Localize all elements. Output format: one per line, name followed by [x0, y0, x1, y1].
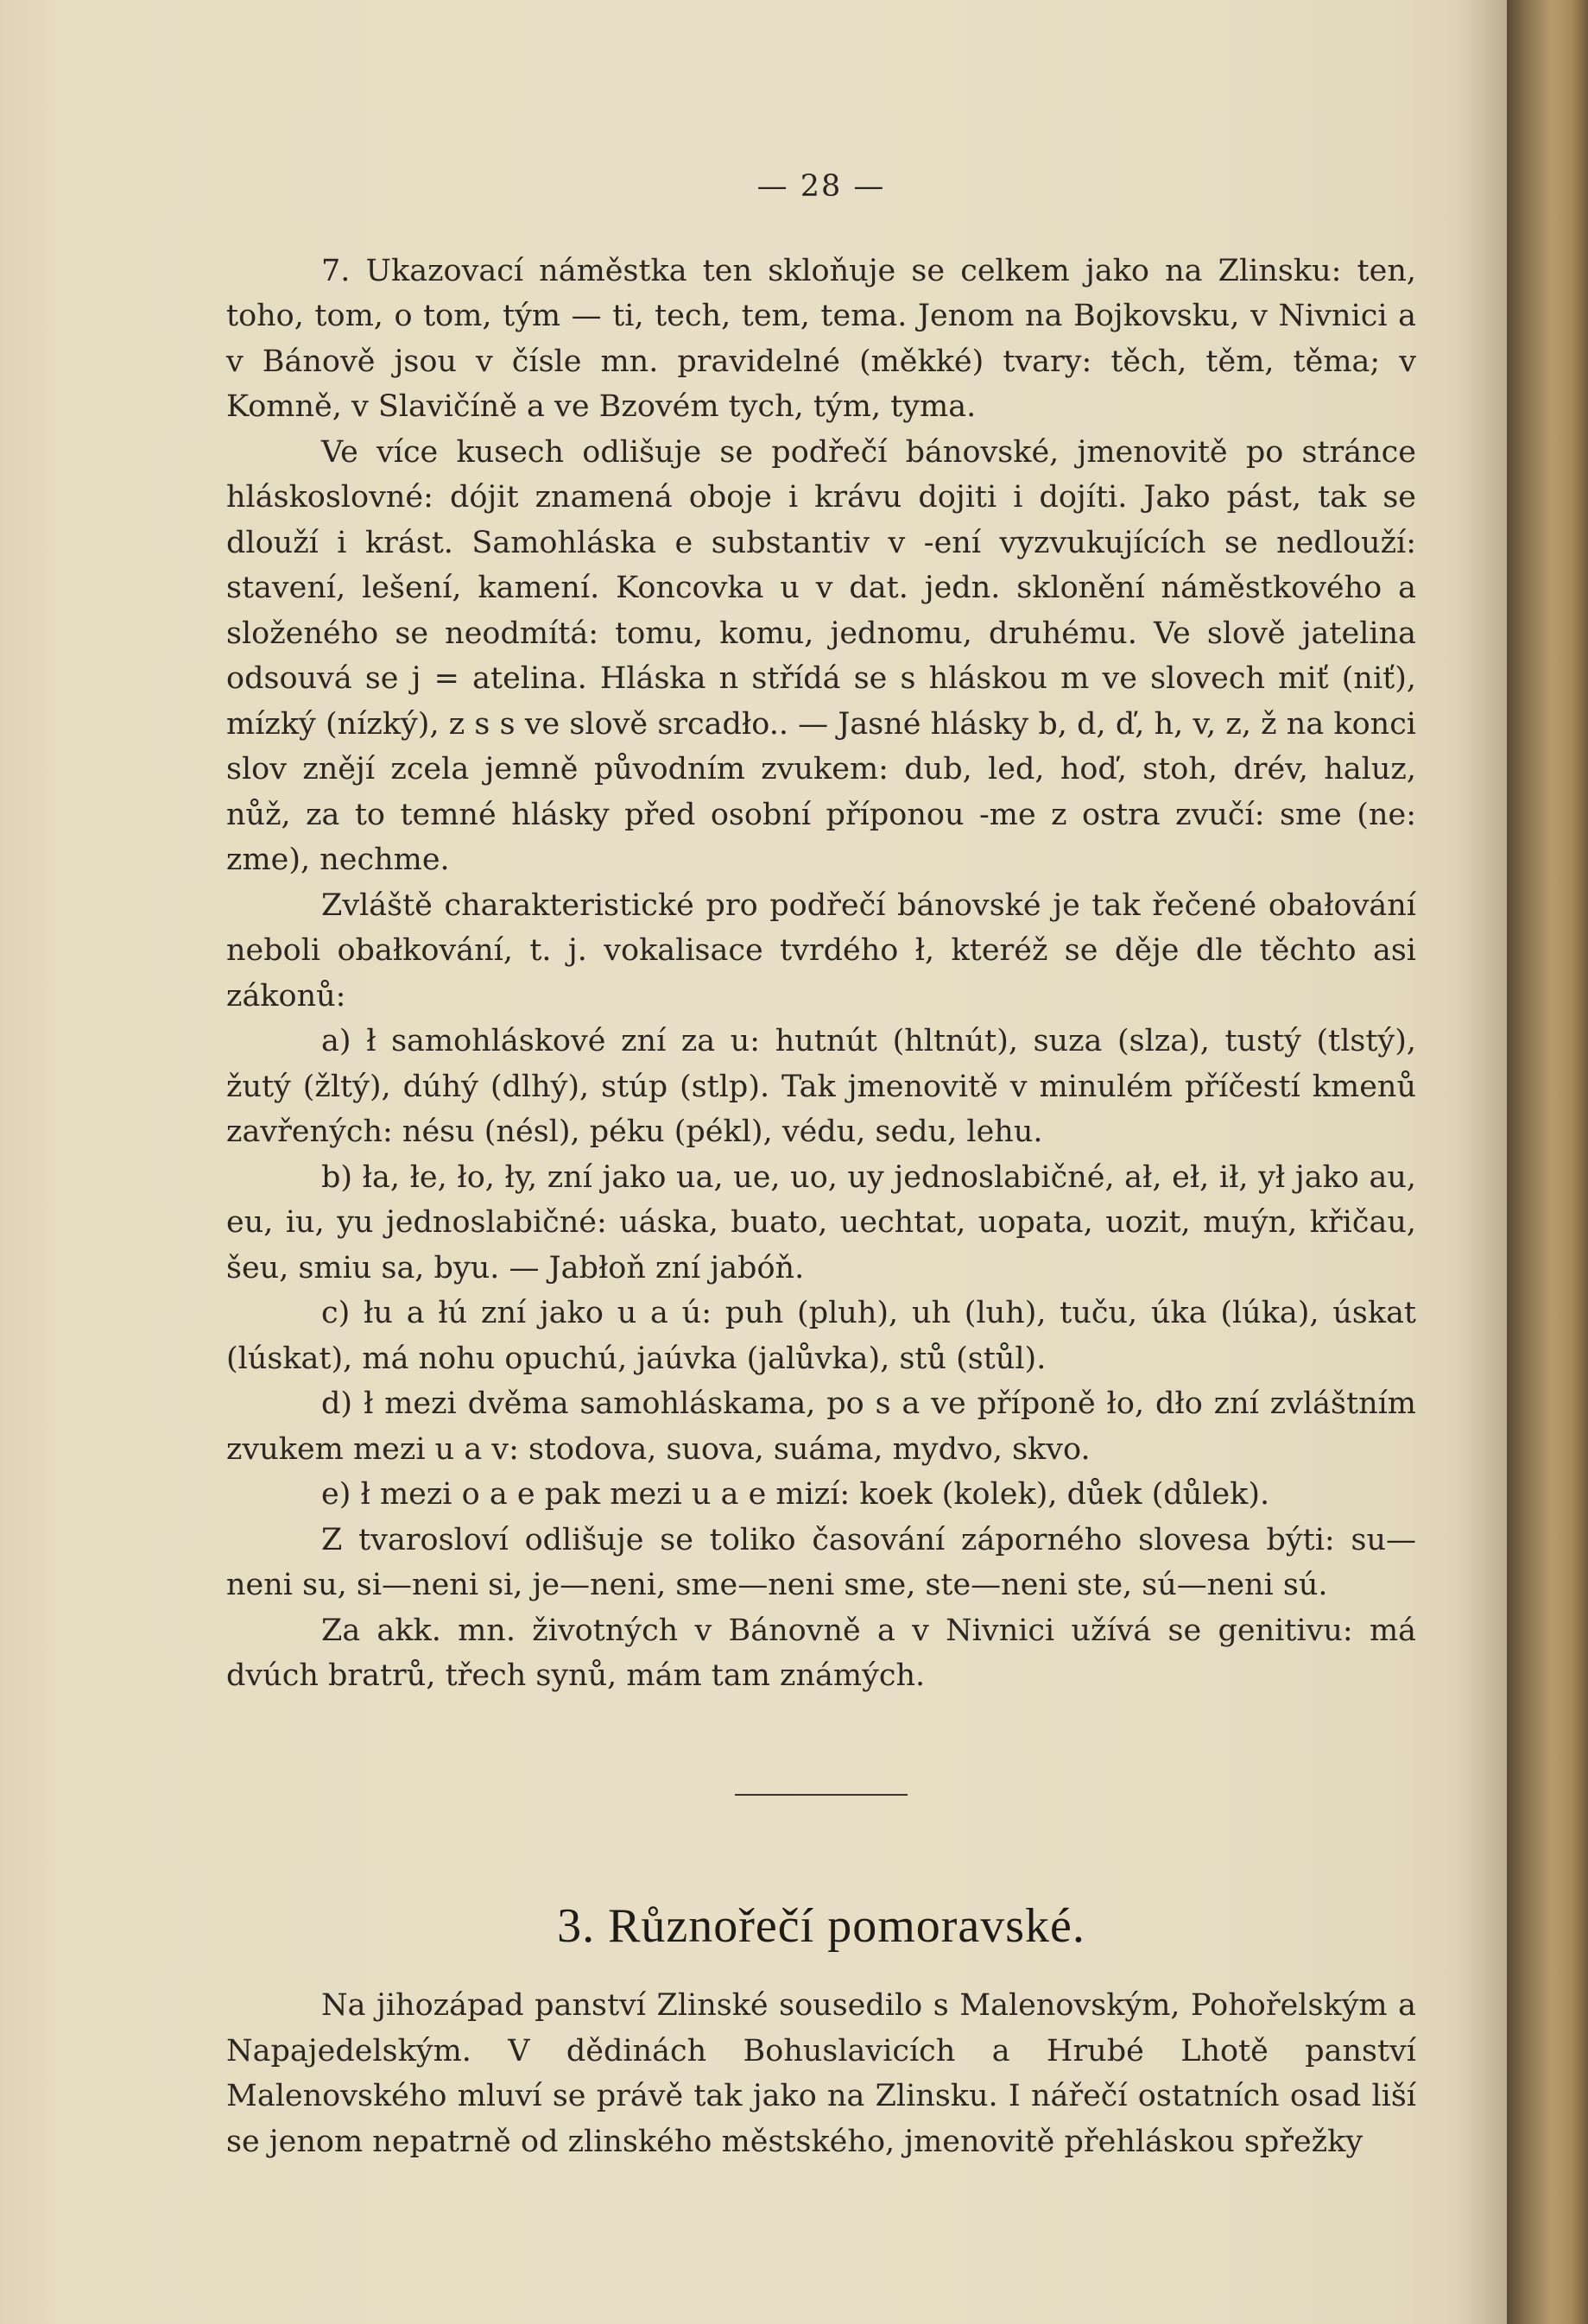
paragraph-demonstrative-pronoun: 7. Ukazovací náměstka ten skloňuje se celkem jako na Zlinsku: ten, toho, tom, o tom, tým — ti, tech, tem, tema. Jenom na Bojkovsku, v Nivnici a v Bánově jsou v čísle mn. pravidelné (měkké) tvary: těch, těm, těma; v Komně, v Slavičíně a ve Bzovém tych, tým, tyma.	[226, 253, 1416, 424]
book-spine	[1507, 0, 1588, 2324]
paragraph-rule-e: e) ł mezi o a e pak mezi u a e mizí: koek (kolek), důek (důlek).	[321, 1477, 1270, 1512]
paragraph-rule-b: b) ła, łe, ło, ły, zní jako ua, ue, uo, uy jednoslabičné, ał, eł, ił, ył jako au, eu, iu, yu jednoslabičné: uáska, buato, uechtat, uopata, uozit, muýn, křičau, šeu, smiu sa, byu. — Jabłoň zní jabóň.	[226, 1159, 1416, 1285]
section-divider	[735, 1794, 908, 1796]
page-content	[226, 164, 1416, 2164]
paragraph-obalovani: Zvláště charakteristické pro podřečí bánovské je tak řečené obałování neboli obałkování, t. j. vokalisace tvrdého ł, kteréž se děje dle těchto asi zákonů:	[226, 887, 1416, 1014]
paragraph-accusative: Za akk. mn. životných v Bánovně a v Nivnici užívá se genitivu: má dvúch bratrů, třech synů, mám tam známých.	[226, 1613, 1416, 1693]
paragraph-verb-byti: Z tvarosloví odlišuje se toliko časování záporného slovesa býti: su—neni su, si—neni si, je—neni, sme—neni sme, ste—neni ste, sú—neni sú.	[226, 1522, 1416, 1602]
paragraph-pomoravske: Na jihozápad panství Zlinské sousedilo s Malenovským, Pohořelským a Napajedelským. V dědinách Bohuslavicích a Hrubé Lhotě panství Malenovského mluví se právě tak jako na Zlinsku. I nářečí ostatních osad liší se jenom nepatrně od zlinského městského, jmenovitě přehláskou spřežky	[226, 1988, 1416, 2159]
paragraph-rule-d: d) ł mezi dvěma samohláskama, po s a ve příponě ło, dło zní zvláštním zvukem mezi u a v: stodova, suova, suáma, mydvo, skvo.	[226, 1386, 1416, 1467]
page-edge-shadow	[1459, 0, 1507, 2324]
paragraph-banov-phonology: Ve více kusech odlišuje se podřečí bánovské, jmenovitě po stránce hláskoslovné: dójit znamená oboje i krávu dojiti i dojíti. Jako pást, tak se dlouží i krást. Samohláska e substantiv v -ení vyzvukujících se nedlouží: stavení, lešení, kamení. Koncovka u v dat. jedn. sklonění náměstkového a složeného se neodmítá: tomu, komu, jednomu, druhému. Ve slově jatelina odsouvá se j = atelina. Hláska n střídá se s hláskou m ve slovech miť (niť), mízký (nízký), z s s ve slově srcadło.. — Jasné hlásky b, d, ď, h, v, z, ž na konci slov znějí zcela jemně původním zvukem: dub, led, hoď, stoh, drév, haluz, nůž, za to temné hlásky před osobní příponou -me z ostra zvučí: sme (ne: zme), nechme.	[226, 434, 1416, 877]
page-number: — 28 —	[756, 169, 886, 204]
paragraph-rule-c: c) łu a łú zní jako u a ú: puh (pluh), uh (luh), tuču, úka (lúka), úskat (lúskat), má nohu opuchú, jaúvka (jalůvka), stů (stůl).	[226, 1296, 1416, 1376]
section-title: 3. Různořečí pomoravské.	[557, 1898, 1085, 1953]
paragraph-rule-a: a) ł samohláskové zní za u: hutnút (hltnút), suza (slza), tustý (tlstý), žutý (žltý), dúhý (dlhý), stúp (stlp). Tak jmenovitě v minulém příčestí kmenů zavřených: nésu (nésl), péku (pékl), védu, sedu, lehu.	[226, 1024, 1416, 1149]
